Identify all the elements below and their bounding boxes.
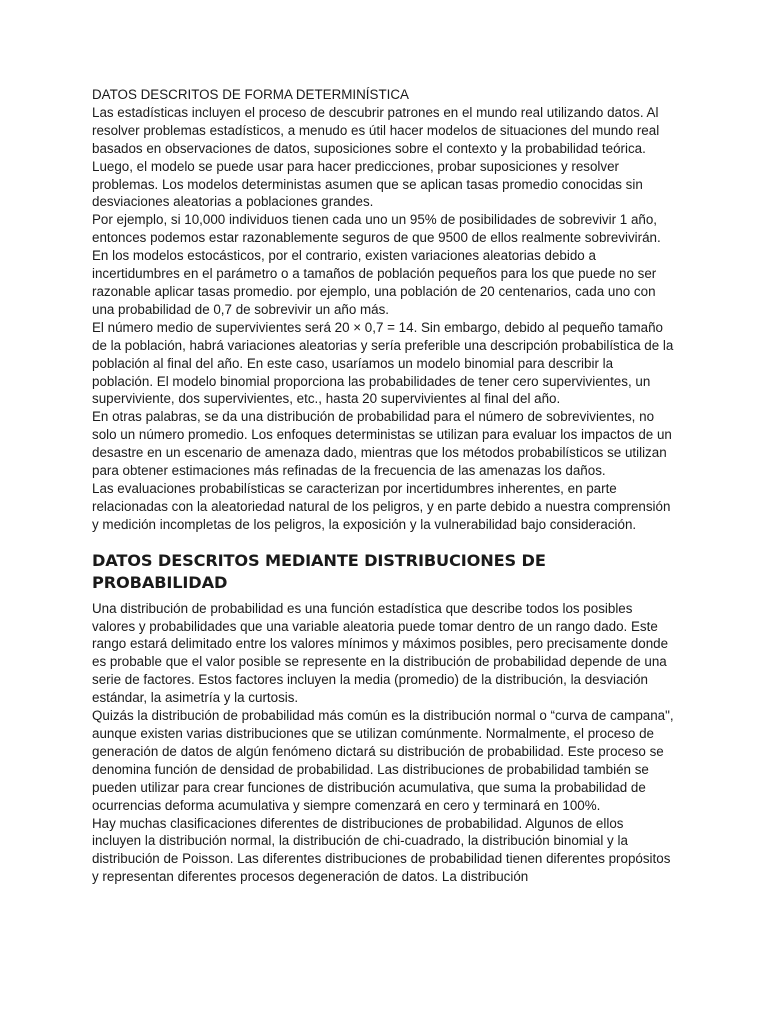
paragraph: Las estadísticas incluyen el proceso de descubrir patrones en el mundo real utilizando datos. Al resolver problemas estadísticos, a menudo es útil hacer modelos de situaciones del mundo real basados en observaciones de datos, suposiciones sobre el contexto y la probabilidad teórica. Luego, el modelo se puede usar para hacer predicciones, probar suposiciones y resolver problemas. Los modelos deterministas asumen que se aplican tasas promedio conocidas sin desviaciones aleatorias a poblaciones grandes.: [92, 104, 660, 210]
paragraph: Hay muchas clasificaciones diferentes de distribuciones de probabilidad. Algunos de ellos incluyen la distribución normal, la distribución de chi-cuadrado, la distribución binomial y la distribución de Poisson. Las diferentes distribuciones de probabilidad tienen diferentes propósitos y representan diferentes procesos degeneración de datos. La distribución: [92, 815, 671, 885]
section-deterministic: [92, 86, 676, 534]
paragraph: Por ejemplo, si 10,000 individuos tienen cada uno un 95% de posibilidades de sobrevivir 1 año, entonces podemos estar razonablemente seguros de que 9500 de ellos realmente sobrevivirán. En los modelos estocásticos, por el contrario, existen variaciones aleatorias debido a incertidumbres en el parámetro o a tamaños de población pequeños para los que puede no ser razonable aplicar tasas promedio. por ejemplo, una población de 20 centenarios, cada uno con una probabilidad de 0,7 de sobrevivir un año más.: [92, 212, 661, 317]
paragraph: Las evaluaciones probabilísticas se caracterizan por incertidumbres inherentes, en parte relacionadas con la aleatoriedad natural de los peligros, y en parte debido a nuestra comprensión y medición incompletas de los peligros, la exposición y la vulnerabilidad bajo consideración.: [92, 480, 671, 532]
section-probability-distributions: [92, 550, 676, 887]
section-heading-probability: DATOS DESCRITOS MEDIANTE DISTRIBUCIONES DE PROBABILIDAD: [92, 550, 546, 592]
document-body: [92, 86, 676, 886]
paragraph: Una distribución de probabilidad es una función estadística que describe todos los posibles valores y probabilidades que una variable aleatoria puede tomar dentro de un rango dado. Este rango estará delimitado entre los valores mínimos y máximos posibles, pero precisamente donde es probable que el valor posible se represente en la distribución de probabilidad depende de una serie de factores. Estos factores incluyen la media (promedio) de la distribución, la desviación estándar, la asimetría y la curtosis.: [92, 600, 669, 706]
paragraph: El número medio de supervivientes será 20 × 0,7 = 14. Sin embargo, debido al pequeño tamaño de la población, habrá variaciones aleatorias y sería preferible una descripción probabilística de la población al final del año. En este caso, usaríamos un modelo binomial para describir la población. El modelo binomial proporciona las probabilidades de tener cero supervivientes, un superviviente, dos supervivientes, etc., hasta 20 supervivientes al final del año.: [92, 319, 674, 407]
paragraph: Quizás la distribución de probabilidad más común es la distribución normal o “curva de campana", aunque existen varias distribuciones que se utilizan comúnmente. Normalmente, el proceso de generación de datos de algún fenómeno dictará su distribución de probabilidad. Este proceso se denomina función de densidad de probabilidad. Las distribuciones de probabilidad también se pueden utilizar para crear funciones de distribución acumulativa, que suma la probabilidad de ocurrencias deforma acumulativa y siempre comenzará en cero y terminará en 100%.: [92, 708, 674, 813]
section-heading-deterministic: DATOS DESCRITOS DE FORMA DETERMINÍSTICA: [92, 87, 409, 102]
paragraph: En otras palabras, se da una distribución de probabilidad para el número de sobrevivientes, no solo un número promedio. Los enfoques deterministas se utilizan para evaluar los impactos de un desastre en un escenario de amenaza dado, mientras que los métodos probabilísticos se utilizan para obtener estimaciones más refinadas de la frecuencia de las amenazas los daños.: [92, 409, 672, 479]
